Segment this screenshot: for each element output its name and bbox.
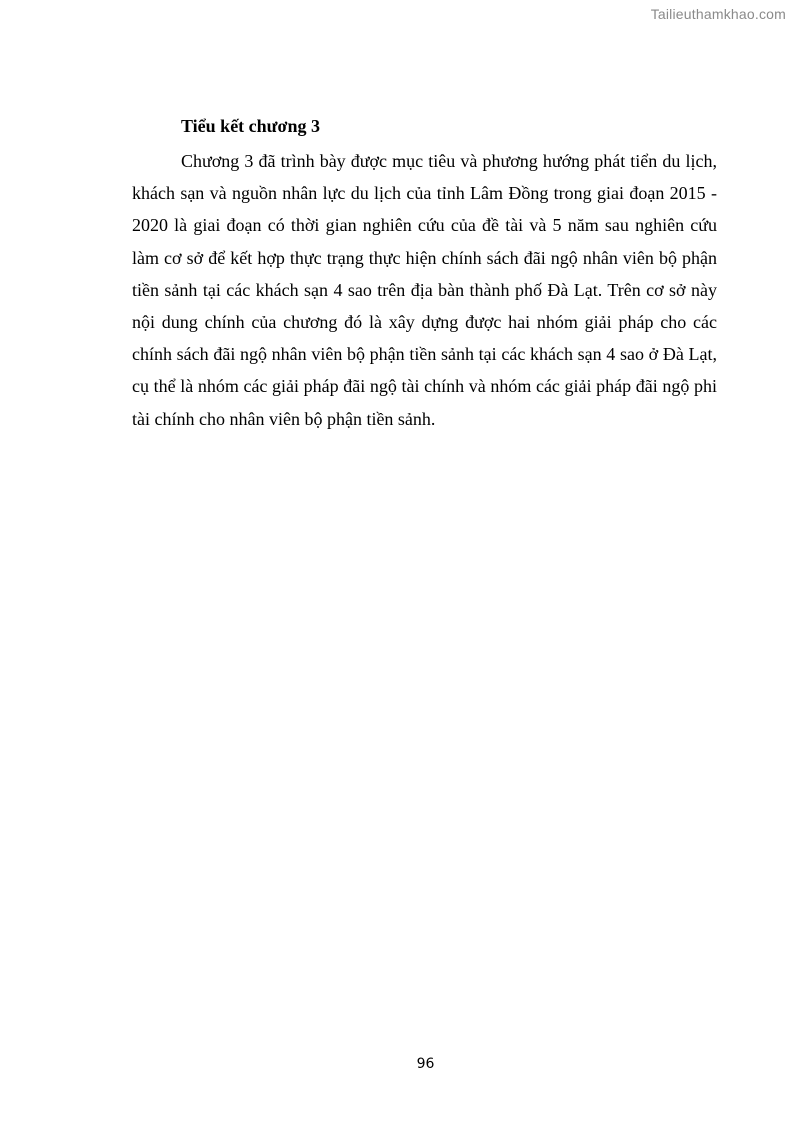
body-paragraph: Chương 3 đã trình bày được mục tiêu và phương hướng phát tiển du lịch, khách sạn và nguồn nhân lực du lịch của tỉnh Lâm Đồng trong giai đoạn 2015 - 2020 là giai đoạn có thời gian nghiên cứu của đề tài và 5 năm sau nghiên cứu làm cơ sở để kết hợp thực trạng thực hiện chính sách đãi ngộ nhân viên bộ phận tiền sảnh tại các khách sạn 4 sao trên địa bàn thành phố Đà Lạt. Trên cơ sở này nội dung chính của chương đó là xây dựng được hai nhóm giải pháp cho các chính sách đãi ngộ nhân viên bộ phận tiền sảnh tại các khách sạn 4 sao ở Đà Lạt, cụ thể là nhóm các giải pháp đãi ngộ tài chính và nhóm các giải pháp đãi ngộ phi tài chính cho nhân viên bộ phận tiền sảnh. [132,151,717,429]
section-heading: Tiểu kết chương 3 [181,116,320,136]
page-number: 96 [416,1056,435,1072]
watermark: Tailieuthamkhao.com [650,6,786,22]
